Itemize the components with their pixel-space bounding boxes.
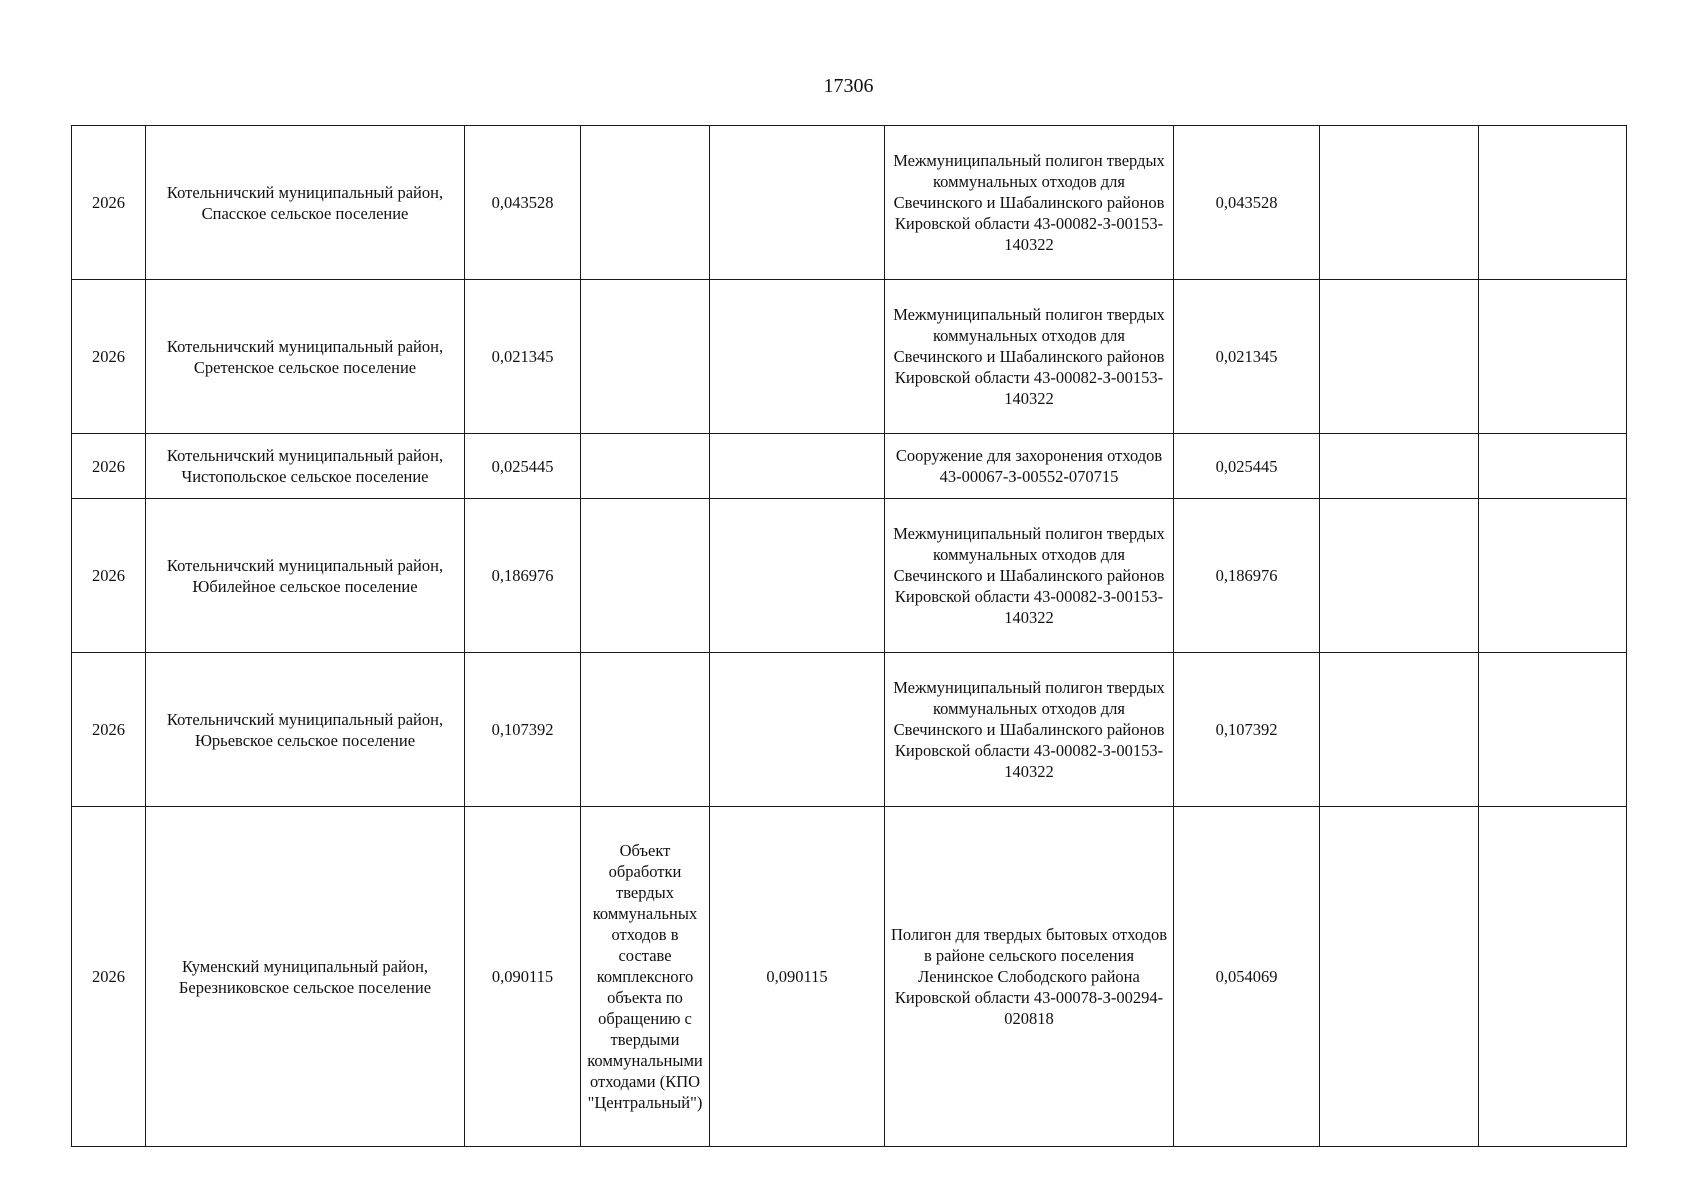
empty-cell — [1479, 499, 1627, 653]
disposal-volume-cell: 0,054069 — [1174, 807, 1320, 1147]
table-row — [72, 280, 1627, 434]
disposal-object-cell: Межмуниципальный полигон твердых коммунальных отходов для Свечинского и Шабалинского районов Кировской области 43-00082-З-00153-140322 — [885, 653, 1174, 807]
table-row — [72, 434, 1627, 499]
table-row — [72, 499, 1627, 653]
processing-object-cell — [581, 653, 710, 807]
empty-cell — [1479, 653, 1627, 807]
disposal-object-cell: Межмуниципальный полигон твердых коммунальных отходов для Свечинского и Шабалинского районов Кировской области 43-00082-З-00153-140322 — [885, 280, 1174, 434]
processing-object-cell: Объект обработки твердых коммунальных отходов в составе комплексного объекта по обращению с твердыми коммунальными отходами (КПО "Центральный") — [581, 807, 710, 1147]
year-cell: 2026 — [72, 499, 146, 653]
table-row — [72, 807, 1627, 1147]
disposal-volume-cell: 0,186976 — [1174, 499, 1320, 653]
empty-cell — [1479, 280, 1627, 434]
disposal-object-cell: Межмуниципальный полигон твердых коммунальных отходов для Свечинского и Шабалинского районов Кировской области 43-00082-З-00153-140322 — [885, 499, 1174, 653]
processing-volume-cell — [710, 499, 885, 653]
empty-cell — [1320, 280, 1479, 434]
disposal-object-cell: Межмуниципальный полигон твердых коммунальных отходов для Свечинского и Шабалинского районов Кировской области 43-00082-З-00153-140322 — [885, 126, 1174, 280]
disposal-volume-cell: 0,025445 — [1174, 434, 1320, 499]
disposal-object-cell: Сооружение для захоронения отходов 43-00067-З-00552-070715 — [885, 434, 1174, 499]
volume-cell: 0,021345 — [465, 280, 581, 434]
municipality-cell: Котельничский муниципальный район, Спасское сельское поселение — [146, 126, 465, 280]
processing-volume-cell — [710, 126, 885, 280]
volume-cell: 0,043528 — [465, 126, 581, 280]
processing-object-cell — [581, 126, 710, 280]
municipality-cell: Котельничский муниципальный район, Юбилейное сельское поселение — [146, 499, 465, 653]
year-cell: 2026 — [72, 280, 146, 434]
empty-cell — [1320, 653, 1479, 807]
page-number: 17306 — [823, 75, 874, 97]
table-row — [72, 126, 1627, 280]
municipality-cell: Котельничский муниципальный район, Сретенское сельское поселение — [146, 280, 465, 434]
empty-cell — [1479, 434, 1627, 499]
processing-object-cell — [581, 434, 710, 499]
empty-cell — [1479, 807, 1627, 1147]
volume-cell: 0,025445 — [465, 434, 581, 499]
volume-cell: 0,090115 — [465, 807, 581, 1147]
disposal-volume-cell: 0,107392 — [1174, 653, 1320, 807]
empty-cell — [1320, 807, 1479, 1147]
empty-cell — [1320, 126, 1479, 280]
disposal-object-cell: Полигон для твердых бытовых отходов в районе сельского поселения Ленинское Слободского района Кировской области 43-00078-З-00294-020818 — [885, 807, 1174, 1147]
waste-flow-table — [71, 125, 1627, 1147]
processing-object-cell — [581, 499, 710, 653]
municipality-cell: Куменский муниципальный район, Березниковское сельское поселение — [146, 807, 465, 1147]
year-cell: 2026 — [72, 653, 146, 807]
disposal-volume-cell: 0,021345 — [1174, 280, 1320, 434]
empty-cell — [1479, 126, 1627, 280]
municipality-cell: Котельничский муниципальный район, Юрьевское сельское поселение — [146, 653, 465, 807]
processing-volume-cell — [710, 653, 885, 807]
processing-volume-cell: 0,090115 — [710, 807, 885, 1147]
year-cell: 2026 — [72, 126, 146, 280]
processing-volume-cell — [710, 280, 885, 434]
year-cell: 2026 — [72, 434, 146, 499]
volume-cell: 0,186976 — [465, 499, 581, 653]
municipality-cell: Котельничский муниципальный район, Чистопольское сельское поселение — [146, 434, 465, 499]
year-cell: 2026 — [72, 807, 146, 1147]
disposal-volume-cell: 0,043528 — [1174, 126, 1320, 280]
empty-cell — [1320, 499, 1479, 653]
empty-cell — [1320, 434, 1479, 499]
volume-cell: 0,107392 — [465, 653, 581, 807]
table-row — [72, 653, 1627, 807]
processing-object-cell — [581, 280, 710, 434]
processing-volume-cell — [710, 434, 885, 499]
